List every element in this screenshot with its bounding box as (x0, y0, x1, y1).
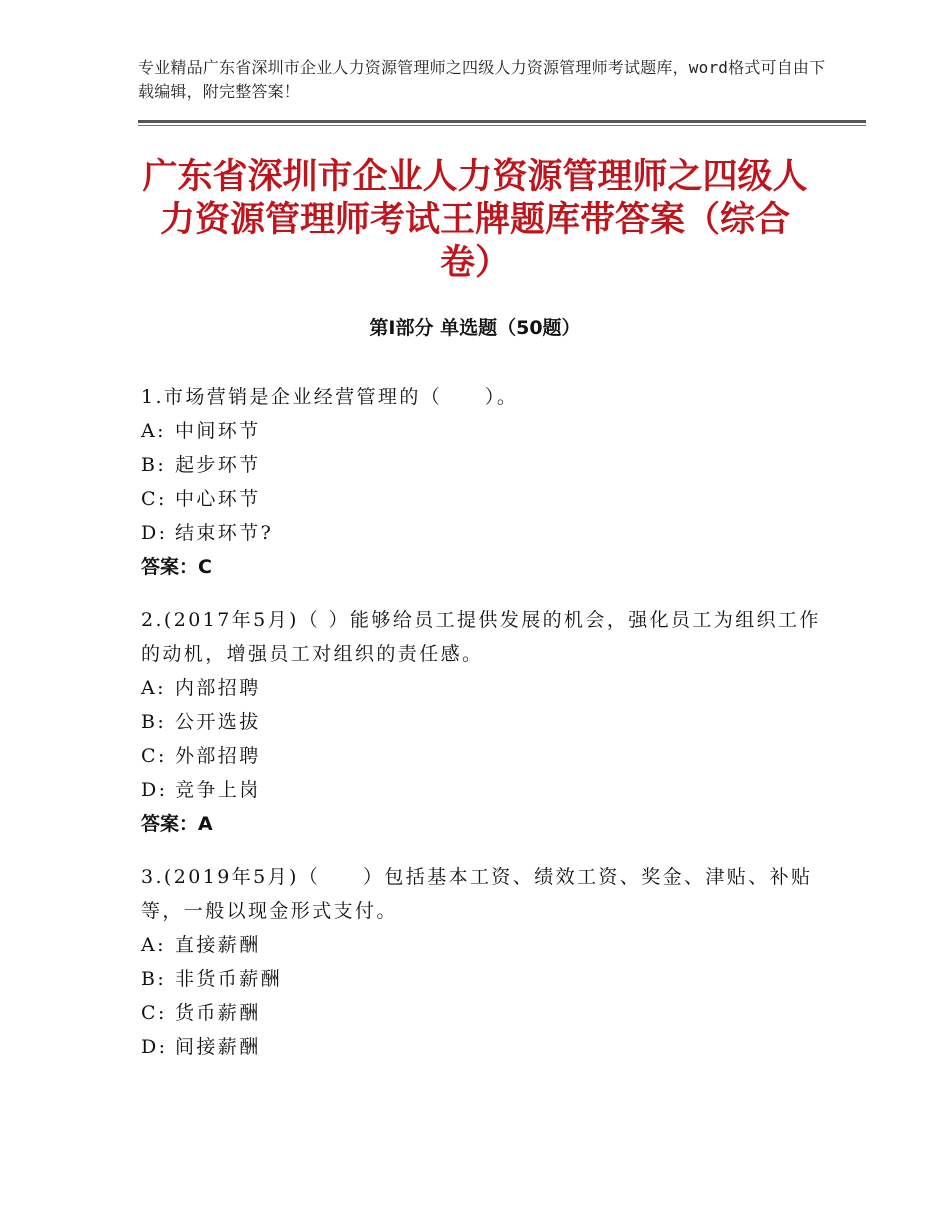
header-note: 专业精品广东省深圳市企业人力资源管理师之四级人力资源管理师考试题库，word格式可自由下载编辑，附完整答案！ (138, 58, 826, 101)
option-key: D: (141, 522, 168, 544)
option-key: A: (141, 934, 166, 956)
option-key: B: (141, 454, 167, 476)
option-text: 货币薪酬 (175, 1002, 261, 1024)
question-stem: 1.市场营销是企业经营管理的（ ）。 (141, 386, 519, 408)
section-title: 第Ⅰ部分 单选题（50题） (369, 317, 581, 339)
option-text: 直接薪酬 (175, 934, 261, 956)
option-key: D: (141, 1036, 168, 1058)
document-title: 广东省深圳市企业人力资源管理师之四级人力资源管理师考试王牌题库带答案（综合卷） (142, 157, 808, 283)
option-d (141, 516, 821, 550)
option-text: 间接薪酬 (175, 1036, 261, 1058)
option-b (141, 962, 821, 996)
option-key: B: (141, 968, 167, 990)
option-a (141, 671, 821, 705)
option-text: 公开选拔 (175, 711, 261, 733)
question-stem: 2.(2017年5月)（ ）能够给员工提供发展的机会，强化员工为组织工作的动机，增强员工对组织的责任感。 (141, 609, 821, 665)
option-text: 中间环节 (175, 420, 261, 442)
option-key: C: (141, 745, 167, 767)
option-key: B: (141, 711, 167, 733)
header-divider-thin (138, 125, 866, 126)
option-key: C: (141, 1002, 167, 1024)
answer-line: 答案：C (141, 556, 212, 578)
option-text: 内部招聘 (175, 677, 261, 699)
option-key: D: (141, 779, 168, 801)
option-b (141, 705, 821, 739)
option-key: C: (141, 488, 167, 510)
option-key: A: (141, 420, 166, 442)
option-text: 外部招聘 (175, 745, 261, 767)
option-d (141, 1030, 821, 1064)
question-list (141, 380, 821, 1083)
question-item (141, 380, 821, 584)
option-text: 结束环节? (175, 522, 274, 544)
option-text: 竞争上岗 (175, 779, 261, 801)
option-c (141, 482, 821, 516)
option-a (141, 414, 821, 448)
option-a (141, 928, 821, 962)
question-item (141, 603, 821, 841)
question-stem: 3.(2019年5月)（ ）包括基本工资、绩效工资、奖金、津贴、补贴等，一般以现金形式支付。 (141, 866, 813, 922)
question-item (141, 860, 821, 1064)
option-text: 起步环节 (175, 454, 261, 476)
option-c (141, 996, 821, 1030)
option-text: 中心环节 (175, 488, 261, 510)
option-c (141, 739, 821, 773)
header-divider (138, 120, 866, 123)
option-b (141, 448, 821, 482)
option-key: A: (141, 677, 166, 699)
answer-line: 答案：A (141, 813, 213, 835)
option-d (141, 773, 821, 807)
option-text: 非货币薪酬 (175, 968, 283, 990)
